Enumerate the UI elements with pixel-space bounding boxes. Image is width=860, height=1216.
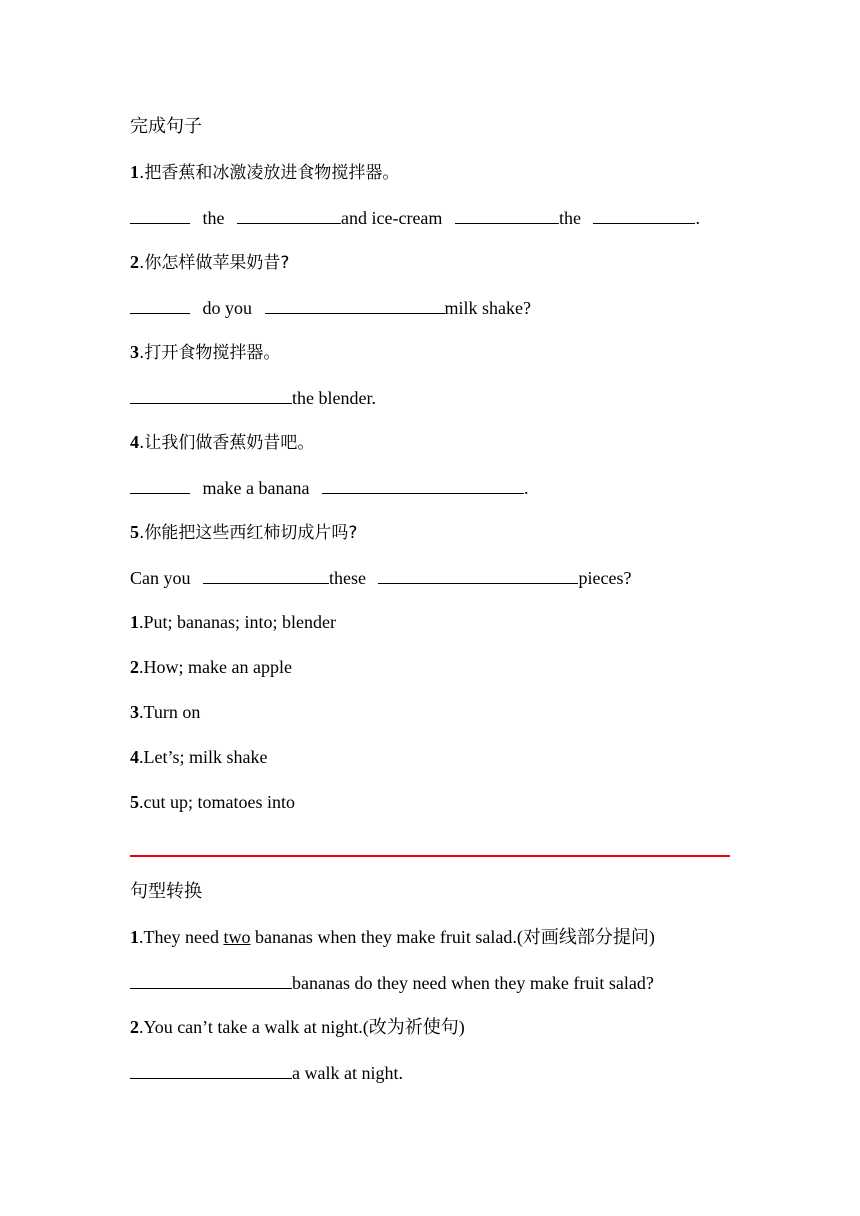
answer-blank[interactable]: [130, 296, 190, 314]
question-number: 4: [130, 432, 139, 452]
answer-line-3: [130, 701, 200, 723]
fill-word: make a banana: [202, 478, 310, 498]
fill-word: the: [558, 208, 581, 228]
transform-answer-1: [130, 971, 654, 994]
answer-blank[interactable]: [237, 206, 341, 224]
question-text: bananas when they make fruit salad.(对画线部分提问): [250, 927, 655, 947]
question-number: 5: [130, 522, 139, 542]
question-number: 1: [130, 162, 139, 182]
fill-word: and ice-cream: [341, 208, 443, 228]
transform-question-2: [130, 1016, 465, 1038]
question-2-prompt: [130, 251, 289, 274]
fill-word: the: [202, 208, 225, 228]
question-5-blanks: [130, 566, 631, 589]
answer-text: .Let’s; milk shake: [139, 747, 268, 767]
question-number: 3: [130, 342, 139, 362]
question-3-prompt: [130, 341, 280, 364]
question-2-blanks: [130, 296, 531, 319]
answer-blank[interactable]: [203, 566, 329, 584]
answer-number: 1: [130, 612, 139, 632]
question-number: 2: [130, 1017, 139, 1037]
question-4-prompt: [130, 431, 314, 454]
answer-line-1: [130, 611, 336, 633]
fill-word: .: [695, 208, 700, 228]
question-text: .打开食物搅拌器。: [139, 343, 281, 363]
answer-text: .How; make an apple: [139, 657, 292, 677]
question-1-prompt: [130, 161, 399, 184]
answer-number: 5: [130, 792, 139, 812]
question-text: .把香蕉和冰激凌放进食物搅拌器。: [139, 163, 400, 183]
answer-line-5: [130, 791, 295, 813]
fill-word: Can you: [130, 568, 191, 588]
answer-blank[interactable]: [265, 296, 445, 314]
question-text: .你怎样做苹果奶昔?: [139, 253, 290, 273]
answer-number: 4: [130, 747, 139, 767]
section-divider: [130, 855, 730, 857]
question-number: 1: [130, 927, 139, 947]
transform-answer-2: [130, 1061, 403, 1084]
answer-blank[interactable]: [455, 206, 559, 224]
answer-blank[interactable]: [378, 566, 578, 584]
transform-question-1: [130, 926, 655, 948]
section-title-complete-sentences: 完成句子: [130, 116, 202, 137]
fill-word: a walk at night.: [292, 1063, 403, 1083]
fill-word: milk shake?: [444, 298, 531, 318]
question-text: .让我们做香蕉奶昔吧。: [139, 433, 315, 453]
section-title-sentence-transformation: 句型转换: [130, 881, 202, 902]
question-number: 2: [130, 252, 139, 272]
question-3-blanks: [130, 386, 376, 409]
answer-text: .Put; bananas; into; blender: [139, 612, 336, 632]
answer-blank[interactable]: [130, 476, 190, 494]
underlined-word: two: [223, 927, 251, 947]
answer-blank[interactable]: [130, 206, 190, 224]
answer-blank[interactable]: [130, 1061, 292, 1079]
question-text: .你能把这些西红柿切成片吗?: [139, 523, 358, 543]
question-4-blanks: [130, 476, 528, 499]
fill-word: bananas do they need when they make fruit salad?: [292, 973, 654, 993]
answer-line-2: [130, 656, 292, 678]
answer-text: .cut up; tomatoes into: [139, 792, 295, 812]
answer-blank[interactable]: [130, 386, 292, 404]
question-text: .They need: [139, 927, 224, 947]
fill-word: .: [523, 478, 529, 498]
question-5-prompt: [130, 521, 357, 544]
fill-word: the blender.: [292, 388, 376, 408]
answer-number: 2: [130, 657, 139, 677]
answer-blank[interactable]: [593, 206, 695, 224]
fill-word: these: [329, 568, 366, 588]
answer-line-4: [130, 746, 267, 768]
answer-blank[interactable]: [130, 971, 292, 989]
answer-blank[interactable]: [322, 476, 524, 494]
answer-text: .Turn on: [139, 702, 201, 722]
question-text: .You can’t take a walk at night.(改为祈使句): [139, 1017, 465, 1037]
fill-word: do you: [202, 298, 252, 318]
fill-word: pieces?: [578, 568, 632, 588]
question-1-blanks: [130, 206, 700, 229]
answer-number: 3: [130, 702, 139, 722]
